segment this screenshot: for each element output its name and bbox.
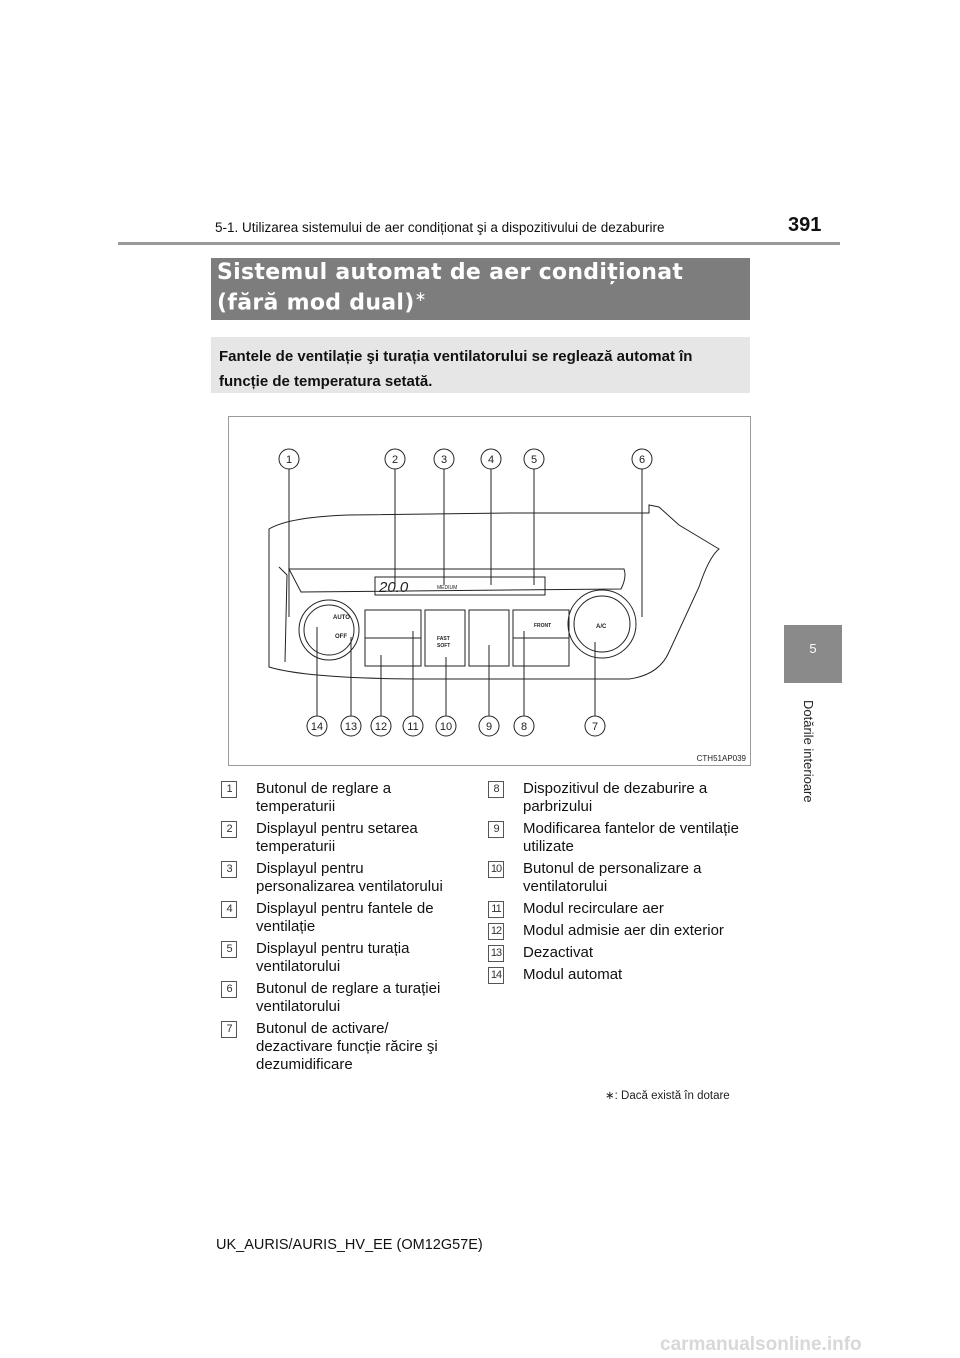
legend-item: 9 Modificarea fantelor de ventilație utilizate xyxy=(488,820,748,856)
legend-item: 1 Butonul de reglare a temperaturii xyxy=(221,780,461,816)
control-panel-figure xyxy=(228,416,751,766)
auto-label: AUTO xyxy=(333,615,350,621)
chapter-number: 5 xyxy=(809,641,817,656)
model-code: UK_AURIS/AURIS_HV_EE (OM12G57E) xyxy=(216,1237,483,1253)
callout-14: 14 xyxy=(310,721,324,733)
callout-8: 8 xyxy=(520,721,528,733)
page-number: 391 xyxy=(788,214,822,236)
chapter-tab xyxy=(784,625,842,683)
legend-item: 3 Displayul pentru personalizarea ventilatorului xyxy=(221,860,461,896)
optional-marker: ∗ xyxy=(414,289,427,305)
chapter-label: Dotările interioare xyxy=(801,700,816,803)
callout-11: 11 xyxy=(407,721,419,733)
soft-label: SOFT xyxy=(437,643,451,649)
fast-label: FAST xyxy=(437,636,450,642)
callout-5: 5 xyxy=(530,454,538,466)
legend-right xyxy=(488,780,748,988)
section-header: 5-1. Utilizarea sistemului de aer condiționat şi a dispozitivului de dezaburire xyxy=(215,220,665,235)
legend-item: 11 Modul recirculare aer xyxy=(488,900,748,918)
callout-6: 6 xyxy=(638,454,646,466)
section-title xyxy=(211,258,750,320)
intro-text: Fantele de ventilație şi turația ventilatorului se reglează automat în funcție de temperatura setată. xyxy=(219,348,693,390)
callout-12: 12 xyxy=(374,721,388,733)
callout-1: 1 xyxy=(285,454,293,466)
ac-label: A/C xyxy=(596,624,607,630)
legend-item: 12 Modul admisie aer din exterior xyxy=(488,922,748,940)
display-fan-mode: MEDIUM xyxy=(437,585,458,591)
legend-item: 10 Butonul de personalizare a ventilatorului xyxy=(488,860,748,896)
callout-4: 4 xyxy=(487,454,495,466)
title-line-2: (fără mod dual)∗ xyxy=(217,289,427,316)
legend-item: 7 Butonul de activare/ dezactivare funcție răcire şi dezumidificare xyxy=(221,1020,461,1074)
display-temp: 20.0 xyxy=(379,579,409,596)
legend-item: 5 Displayul pentru turația ventilatorului xyxy=(221,940,461,976)
legend-item: 14 Modul automat xyxy=(488,966,748,984)
footnote: ∗: Dacă există în dotare xyxy=(605,1090,730,1102)
callout-7: 7 xyxy=(591,721,599,733)
legend-left xyxy=(221,780,461,1078)
intro-box xyxy=(211,337,750,393)
off-label: OFF xyxy=(335,634,347,640)
callout-9: 9 xyxy=(485,721,493,733)
control-panel-illustration xyxy=(229,417,750,765)
callout-13: 13 xyxy=(344,721,358,733)
title-line-1: Sistemul automat de aer condiționat xyxy=(217,260,684,285)
callout-2: 2 xyxy=(391,454,399,466)
header-divider xyxy=(118,242,840,245)
legend-item: 8 Dispozitivul de dezaburire a parbrizului xyxy=(488,780,748,816)
callout-3: 3 xyxy=(440,454,448,466)
front-label: FRONT xyxy=(534,623,552,629)
legend-item: 13 Dezactivat xyxy=(488,944,748,962)
watermark: carmanualsonline.info xyxy=(660,1334,862,1355)
legend-item: 4 Displayul pentru fantele de ventilație xyxy=(221,900,461,936)
figure-code: CTH51AP039 xyxy=(696,754,746,763)
legend-item: 2 Displayul pentru setarea temperaturii xyxy=(221,820,461,856)
callout-10: 10 xyxy=(439,721,453,733)
legend-item: 6 Butonul de reglare a turației ventilatorului xyxy=(221,980,461,1016)
